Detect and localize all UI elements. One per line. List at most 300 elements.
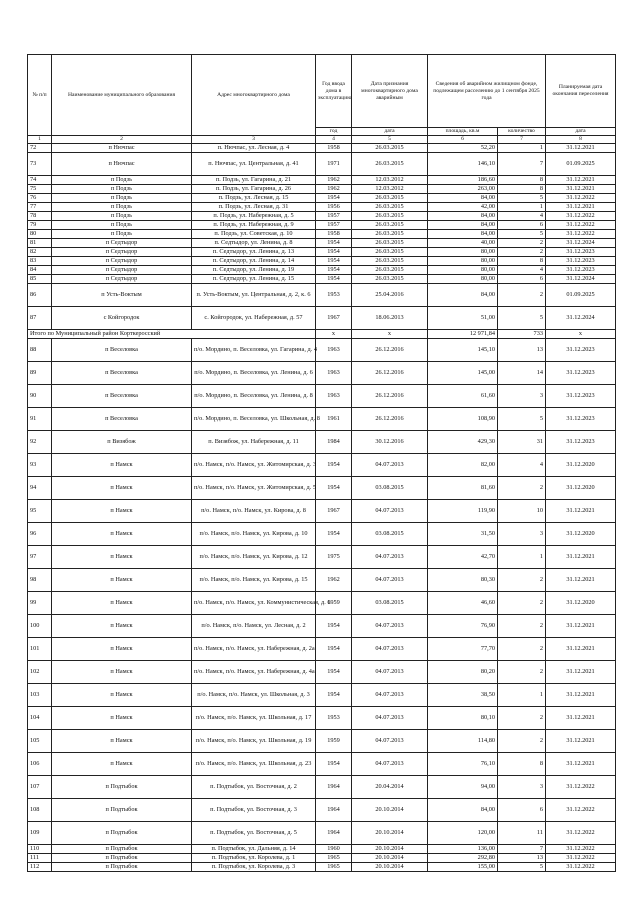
column-numbers-row — [28, 136, 616, 144]
count-cell: 8 — [498, 185, 546, 194]
municipality-cell: с Койгородок — [52, 307, 192, 330]
municipality-cell: п Нючпас — [52, 153, 192, 176]
area-cell: 84,00 — [428, 194, 498, 203]
address-cell: п. Подзь, ул. Советская, д. 10 — [192, 230, 316, 239]
date-recognized-cell: 04.07.2013 — [352, 707, 428, 730]
date-recognized-cell: 20.10.2014 — [352, 863, 428, 872]
planned-end-cell: 31.12.2021 — [546, 203, 616, 212]
planned-end-cell: 31.12.2022 — [546, 854, 616, 863]
date-recognized-cell: 26.03.2015 — [352, 248, 428, 257]
date-recognized-cell: 18.06.2013 — [352, 307, 428, 330]
area-cell: 31,50 — [428, 523, 498, 546]
date-recognized-cell: 30.12.2016 — [352, 431, 428, 454]
count-cell: 2 — [498, 638, 546, 661]
row-number: 73 — [28, 153, 52, 176]
municipality-cell: п Визябож — [52, 431, 192, 454]
row-number: 97 — [28, 546, 52, 569]
unit-count: количество — [498, 128, 546, 136]
unit-year: год — [316, 128, 352, 136]
address-cell: п. Визябож, ул. Набережная, д. 11 — [192, 431, 316, 454]
row-number: 91 — [28, 408, 52, 431]
address-cell: п. Подтыбок, ул. Восточная, д. 5 — [192, 822, 316, 845]
count-cell: 7 — [498, 845, 546, 854]
table-row — [28, 523, 616, 546]
count-cell: 3 — [498, 385, 546, 408]
year-cell: 1963 — [316, 362, 352, 385]
address-cell: п. Подзь, ул. Лесная, д. 31 — [192, 203, 316, 212]
address-cell: п/о. Намск, п/о. Намск, ул. Житомирская, д. 5 — [192, 477, 316, 500]
address-cell: п. Седтыдор, ул. Ленина, д. 14 — [192, 257, 316, 266]
planned-end-cell: 31.12.2020 — [546, 477, 616, 500]
date-recognized-cell: 04.07.2013 — [352, 454, 428, 477]
row-number: 88 — [28, 339, 52, 362]
municipality-cell: п Подзь — [52, 185, 192, 194]
row-number: 109 — [28, 822, 52, 845]
count-cell: 6 — [498, 221, 546, 230]
date-recognized-cell: 20.10.2014 — [352, 799, 428, 822]
date-recognized-cell: 26.03.2015 — [352, 212, 428, 221]
count-cell: 31 — [498, 431, 546, 454]
address-cell: п. Подзь, ул. Лесная, д. 15 — [192, 194, 316, 203]
date-recognized-cell: 26.03.2015 — [352, 257, 428, 266]
municipality-cell: п Намск — [52, 500, 192, 523]
area-cell: 146,10 — [428, 153, 498, 176]
address-cell: п. Подзь, ул. Набережная, д. 5 — [192, 212, 316, 221]
planned-end-cell: 31.12.2023 — [546, 408, 616, 431]
table-row — [28, 307, 616, 330]
municipality-cell: п Подзь — [52, 176, 192, 185]
count-cell: 8 — [498, 176, 546, 185]
planned-end-cell: 31.12.2022 — [546, 822, 616, 845]
count-cell: 4 — [498, 212, 546, 221]
table-row — [28, 684, 616, 707]
table-row — [28, 661, 616, 684]
date-recognized-cell: 03.08.2015 — [352, 523, 428, 546]
table-row — [28, 707, 616, 730]
col-number: 1 — [28, 136, 52, 144]
total-label: Итого по Муниципальный район Корткеросский — [28, 330, 316, 339]
table-row — [28, 408, 616, 431]
count-cell: 13 — [498, 339, 546, 362]
area-cell: 61,60 — [428, 385, 498, 408]
row-number: 102 — [28, 661, 52, 684]
count-cell: 14 — [498, 362, 546, 385]
header-num: № п/п — [28, 55, 52, 136]
total-x: x — [546, 330, 616, 339]
row-number: 82 — [28, 248, 52, 257]
year-cell: 1954 — [316, 454, 352, 477]
row-number: 101 — [28, 638, 52, 661]
count-cell: 2 — [498, 284, 546, 307]
area-cell: 80,20 — [428, 661, 498, 684]
area-cell: 155,00 — [428, 863, 498, 872]
date-recognized-cell: 26.03.2015 — [352, 194, 428, 203]
year-cell: 1954 — [316, 615, 352, 638]
row-number: 105 — [28, 730, 52, 753]
year-cell: 1953 — [316, 707, 352, 730]
row-number: 110 — [28, 845, 52, 854]
municipality-cell: п Подзь — [52, 212, 192, 221]
address-cell: п/о. Намск, п/о. Намск, ул. Кирова, д. 12 — [192, 546, 316, 569]
year-cell: 1954 — [316, 194, 352, 203]
count-cell: 2 — [498, 477, 546, 500]
year-cell: 1954 — [316, 684, 352, 707]
year-cell: 1954 — [316, 257, 352, 266]
table-row — [28, 284, 616, 307]
count-cell: 2 — [498, 592, 546, 615]
year-cell: 1961 — [316, 408, 352, 431]
year-cell: 1963 — [316, 339, 352, 362]
municipality-cell: п Намск — [52, 730, 192, 753]
table-row — [28, 753, 616, 776]
address-cell: п. Седтыдор, ул. Ленина, д. 13 — [192, 248, 316, 257]
total-section — [28, 330, 616, 339]
count-cell: 5 — [498, 194, 546, 203]
row-number: 112 — [28, 863, 52, 872]
row-number: 92 — [28, 431, 52, 454]
planned-end-cell: 31.12.2024 — [546, 307, 616, 330]
date-recognized-cell: 12.03.2012 — [352, 185, 428, 194]
unit-date: дата — [352, 128, 428, 136]
area-cell: 80,00 — [428, 257, 498, 266]
header-info: Сведения об аварийном жилищном фонде, подлежащем расселению до 1 сентября 2025 года — [428, 55, 546, 128]
date-recognized-cell: 26.03.2015 — [352, 230, 428, 239]
col-number: 3 — [192, 136, 316, 144]
planned-end-cell: 01.09.2025 — [546, 284, 616, 307]
table-row — [28, 500, 616, 523]
table-row — [28, 275, 616, 284]
row-number: 93 — [28, 454, 52, 477]
table-row — [28, 569, 616, 592]
address-cell: п. Нючпас, ул. Центральная, д. 41 — [192, 153, 316, 176]
emergency-housing-table — [27, 54, 616, 872]
address-cell: п/о. Намск, п/о. Намск, ул. Житомирская, д. 3 — [192, 454, 316, 477]
table-row — [28, 615, 616, 638]
municipality-cell: п Подтыбок — [52, 776, 192, 799]
address-cell: п/о. Намск, п/о. Намск, ул. Набережная, д. 2а — [192, 638, 316, 661]
planned-end-cell: 31.12.2020 — [546, 454, 616, 477]
row-number: 87 — [28, 307, 52, 330]
year-cell: 1967 — [316, 500, 352, 523]
address-cell: п. Седтыдор, ул. Ленина, д. 15 — [192, 275, 316, 284]
date-recognized-cell: 20.10.2014 — [352, 854, 428, 863]
table-row — [28, 221, 616, 230]
area-cell: 52,20 — [428, 144, 498, 153]
year-cell: 1971 — [316, 153, 352, 176]
area-cell: 94,00 — [428, 776, 498, 799]
municipality-cell: п Подтыбок — [52, 845, 192, 854]
year-cell: 1984 — [316, 431, 352, 454]
header-municipality: Наименование муниципального образования — [52, 55, 192, 136]
planned-end-cell: 31.12.2021 — [546, 546, 616, 569]
date-recognized-cell: 04.07.2013 — [352, 615, 428, 638]
count-cell: 2 — [498, 661, 546, 684]
municipality-cell: п Намск — [52, 638, 192, 661]
area-cell: 145,00 — [428, 362, 498, 385]
year-cell: 1967 — [316, 307, 352, 330]
table-row — [28, 362, 616, 385]
planned-end-cell: 31.12.2021 — [546, 185, 616, 194]
planned-end-cell: 31.12.2021 — [546, 638, 616, 661]
year-cell: 1958 — [316, 230, 352, 239]
date-recognized-cell: 04.07.2013 — [352, 500, 428, 523]
area-cell: 120,00 — [428, 822, 498, 845]
area-cell: 84,00 — [428, 221, 498, 230]
municipality-cell: п Нючпас — [52, 144, 192, 153]
row-number: 98 — [28, 569, 52, 592]
table-row — [28, 239, 616, 248]
address-cell: п. Подзь, ул. Набережная, д. 9 — [192, 221, 316, 230]
municipality-cell: п Намск — [52, 569, 192, 592]
count-cell: 4 — [498, 266, 546, 275]
count-cell: 2 — [498, 615, 546, 638]
header-planned-end: Планируемая дата окончания переселения — [546, 55, 616, 128]
municipality-cell: п Усть-Воктым — [52, 284, 192, 307]
count-cell: 1 — [498, 684, 546, 707]
date-recognized-cell: 26.12.2016 — [352, 339, 428, 362]
row-number: 74 — [28, 176, 52, 185]
date-recognized-cell: 04.07.2013 — [352, 546, 428, 569]
table-row — [28, 230, 616, 239]
year-cell: 1964 — [316, 799, 352, 822]
year-cell: 1964 — [316, 822, 352, 845]
planned-end-cell: 31.12.2022 — [546, 845, 616, 854]
planned-end-cell: 31.12.2022 — [546, 230, 616, 239]
municipality-cell: п Подзь — [52, 230, 192, 239]
planned-end-cell: 31.12.2021 — [546, 500, 616, 523]
date-recognized-cell: 04.07.2013 — [352, 730, 428, 753]
address-cell: п/о. Намск, п/о. Намск, ул. Школьная, д. 23 — [192, 753, 316, 776]
area-cell: 429,30 — [428, 431, 498, 454]
municipality-cell: п Подзь — [52, 203, 192, 212]
year-cell: 1959 — [316, 730, 352, 753]
count-cell: 3 — [498, 523, 546, 546]
area-cell: 292,80 — [428, 854, 498, 863]
table-row — [28, 638, 616, 661]
count-cell: 2 — [498, 239, 546, 248]
planned-end-cell: 31.12.2021 — [546, 684, 616, 707]
address-cell: п. Подтыбок, ул. Дальняя, д. 14 — [192, 845, 316, 854]
count-cell: 1 — [498, 546, 546, 569]
municipality-cell: п Подтыбок — [52, 863, 192, 872]
date-recognized-cell: 04.07.2013 — [352, 684, 428, 707]
planned-end-cell: 31.12.2023 — [546, 431, 616, 454]
count-cell: 7 — [498, 153, 546, 176]
municipality-cell: п Седтыдор — [52, 239, 192, 248]
row-number: 111 — [28, 854, 52, 863]
planned-end-cell: 31.12.2024 — [546, 275, 616, 284]
total-row — [28, 330, 616, 339]
municipality-cell: п Седтыдор — [52, 257, 192, 266]
table-row — [28, 431, 616, 454]
date-recognized-cell: 26.12.2016 — [352, 408, 428, 431]
planned-end-cell: 31.12.2021 — [546, 730, 616, 753]
planned-end-cell: 31.12.2024 — [546, 239, 616, 248]
table-row — [28, 799, 616, 822]
total-count: 733 — [498, 330, 546, 339]
table-row — [28, 854, 616, 863]
municipality-cell: п Веселовка — [52, 362, 192, 385]
area-cell: 76,90 — [428, 615, 498, 638]
area-cell: 81,60 — [428, 477, 498, 500]
area-cell: 46,60 — [428, 592, 498, 615]
table-row — [28, 176, 616, 185]
date-recognized-cell: 04.07.2013 — [352, 569, 428, 592]
table-row — [28, 153, 616, 176]
address-cell: п/о. Мордино, п. Веселовка, ул. Ленина, д. 6 — [192, 362, 316, 385]
table-row — [28, 266, 616, 275]
area-cell: 42,70 — [428, 546, 498, 569]
planned-end-cell: 31.12.2023 — [546, 248, 616, 257]
address-cell: п/о. Намск, п/о. Намск, ул. Школьная, д. 17 — [192, 707, 316, 730]
date-recognized-cell: 04.07.2013 — [352, 638, 428, 661]
col-number: 2 — [52, 136, 192, 144]
col-number: 5 — [352, 136, 428, 144]
address-cell: п/о. Намск, п/о. Намск, ул. Кирова, д. 15 — [192, 569, 316, 592]
year-cell: 1975 — [316, 546, 352, 569]
row-number: 76 — [28, 194, 52, 203]
row-number: 83 — [28, 257, 52, 266]
row-number: 100 — [28, 615, 52, 638]
municipality-cell: п Намск — [52, 661, 192, 684]
area-cell: 80,00 — [428, 248, 498, 257]
municipality-cell: п Подзь — [52, 221, 192, 230]
table-row — [28, 144, 616, 153]
area-cell: 263,00 — [428, 185, 498, 194]
address-cell: п/о. Намск, п/о. Намск, ул. Школьная, д. 3 — [192, 684, 316, 707]
total-x: x — [316, 330, 352, 339]
count-cell: 4 — [498, 454, 546, 477]
row-number: 89 — [28, 362, 52, 385]
count-cell: 8 — [498, 753, 546, 776]
row-number: 72 — [28, 144, 52, 153]
municipality-cell: п Намск — [52, 707, 192, 730]
address-cell: п. Подзь, ул. Гагарина, д. 26 — [192, 185, 316, 194]
date-recognized-cell: 03.08.2015 — [352, 592, 428, 615]
municipality-cell: п Намск — [52, 523, 192, 546]
row-number: 84 — [28, 266, 52, 275]
date-recognized-cell: 26.03.2015 — [352, 203, 428, 212]
area-cell: 84,00 — [428, 212, 498, 221]
planned-end-cell: 31.12.2021 — [546, 707, 616, 730]
row-number: 90 — [28, 385, 52, 408]
date-recognized-cell: 20.10.2014 — [352, 845, 428, 854]
date-recognized-cell: 20.10.2014 — [352, 822, 428, 845]
planned-end-cell: 31.12.2023 — [546, 385, 616, 408]
table-row — [28, 257, 616, 266]
year-cell: 1954 — [316, 477, 352, 500]
count-cell: 1 — [498, 144, 546, 153]
year-cell: 1959 — [316, 592, 352, 615]
date-recognized-cell: 26.12.2016 — [352, 385, 428, 408]
area-cell: 108,90 — [428, 408, 498, 431]
municipality-cell: п Подтыбок — [52, 822, 192, 845]
address-cell: п/о. Намск, п/о. Намск, ул. Кирова, д. 10 — [192, 523, 316, 546]
table-row — [28, 212, 616, 221]
col-number: 7 — [498, 136, 546, 144]
municipality-cell: п Седтыдор — [52, 248, 192, 257]
planned-end-cell: 31.12.2021 — [546, 661, 616, 684]
table-row — [28, 822, 616, 845]
row-number: 86 — [28, 284, 52, 307]
area-cell: 84,00 — [428, 284, 498, 307]
area-cell: 136,00 — [428, 845, 498, 854]
date-recognized-cell: 26.03.2015 — [352, 153, 428, 176]
table-row — [28, 863, 616, 872]
municipality-cell: п Седтыдор — [52, 275, 192, 284]
address-cell: п. Подтыбок, ул. Восточная, д. 3 — [192, 799, 316, 822]
date-recognized-cell: 26.03.2015 — [352, 266, 428, 275]
table-row — [28, 592, 616, 615]
planned-end-cell: 31.12.2022 — [546, 776, 616, 799]
address-cell: п/о. Мордино, п. Веселовка, ул. Гагарина, д. 4 — [192, 339, 316, 362]
address-cell: п. Седтыдор, ул. Ленина, д. 8 — [192, 239, 316, 248]
count-cell: 6 — [498, 799, 546, 822]
area-cell: 114,80 — [428, 730, 498, 753]
address-cell: п/о. Намск, п/о. Намск, ул. Лесная, д. 2 — [192, 615, 316, 638]
row-number: 107 — [28, 776, 52, 799]
date-recognized-cell: 26.03.2015 — [352, 239, 428, 248]
row-number: 104 — [28, 707, 52, 730]
address-cell: п. Нючпас, ул. Лесная, д. 4 — [192, 144, 316, 153]
table-row — [28, 845, 616, 854]
planned-end-cell: 31.12.2023 — [546, 362, 616, 385]
municipality-cell: п Намск — [52, 592, 192, 615]
count-cell: 11 — [498, 822, 546, 845]
table-row — [28, 185, 616, 194]
area-cell: 84,00 — [428, 799, 498, 822]
planned-end-cell: 31.12.2022 — [546, 194, 616, 203]
header-address: Адрес многоквартирного дома — [192, 55, 316, 136]
count-cell: 5 — [498, 863, 546, 872]
count-cell: 10 — [498, 500, 546, 523]
year-cell: 1962 — [316, 176, 352, 185]
row-number: 79 — [28, 221, 52, 230]
municipality-cell: п Намск — [52, 477, 192, 500]
table-row — [28, 546, 616, 569]
table-row — [28, 776, 616, 799]
table-body-lower — [28, 339, 616, 872]
table-row — [28, 248, 616, 257]
row-number: 80 — [28, 230, 52, 239]
unit-area: площадь, кв.м — [428, 128, 498, 136]
row-number: 99 — [28, 592, 52, 615]
address-cell: п/о. Намск, п/о. Намск, ул. Кирова, д. 8 — [192, 500, 316, 523]
date-recognized-cell: 20.04.2014 — [352, 776, 428, 799]
planned-end-cell: 31.12.2021 — [546, 144, 616, 153]
area-cell: 145,10 — [428, 339, 498, 362]
row-number: 95 — [28, 500, 52, 523]
count-cell: 5 — [498, 230, 546, 239]
row-number: 75 — [28, 185, 52, 194]
area-cell: 82,00 — [428, 454, 498, 477]
table-row — [28, 385, 616, 408]
count-cell: 5 — [498, 307, 546, 330]
table-body-upper — [28, 144, 616, 330]
planned-end-cell: 31.12.2021 — [546, 615, 616, 638]
planned-end-cell: 31.12.2022 — [546, 221, 616, 230]
area-cell: 77,70 — [428, 638, 498, 661]
address-cell: с. Койгородок, ул. Набережная, д. 57 — [192, 307, 316, 330]
count-cell: 2 — [498, 730, 546, 753]
municipality-cell: п Подтыбок — [52, 799, 192, 822]
year-cell: 1954 — [316, 248, 352, 257]
planned-end-cell: 31.12.2021 — [546, 176, 616, 185]
year-cell: 1957 — [316, 212, 352, 221]
address-cell: п. Подзь, ул. Гагарина, д. 21 — [192, 176, 316, 185]
row-number: 103 — [28, 684, 52, 707]
planned-end-cell: 31.12.2022 — [546, 799, 616, 822]
